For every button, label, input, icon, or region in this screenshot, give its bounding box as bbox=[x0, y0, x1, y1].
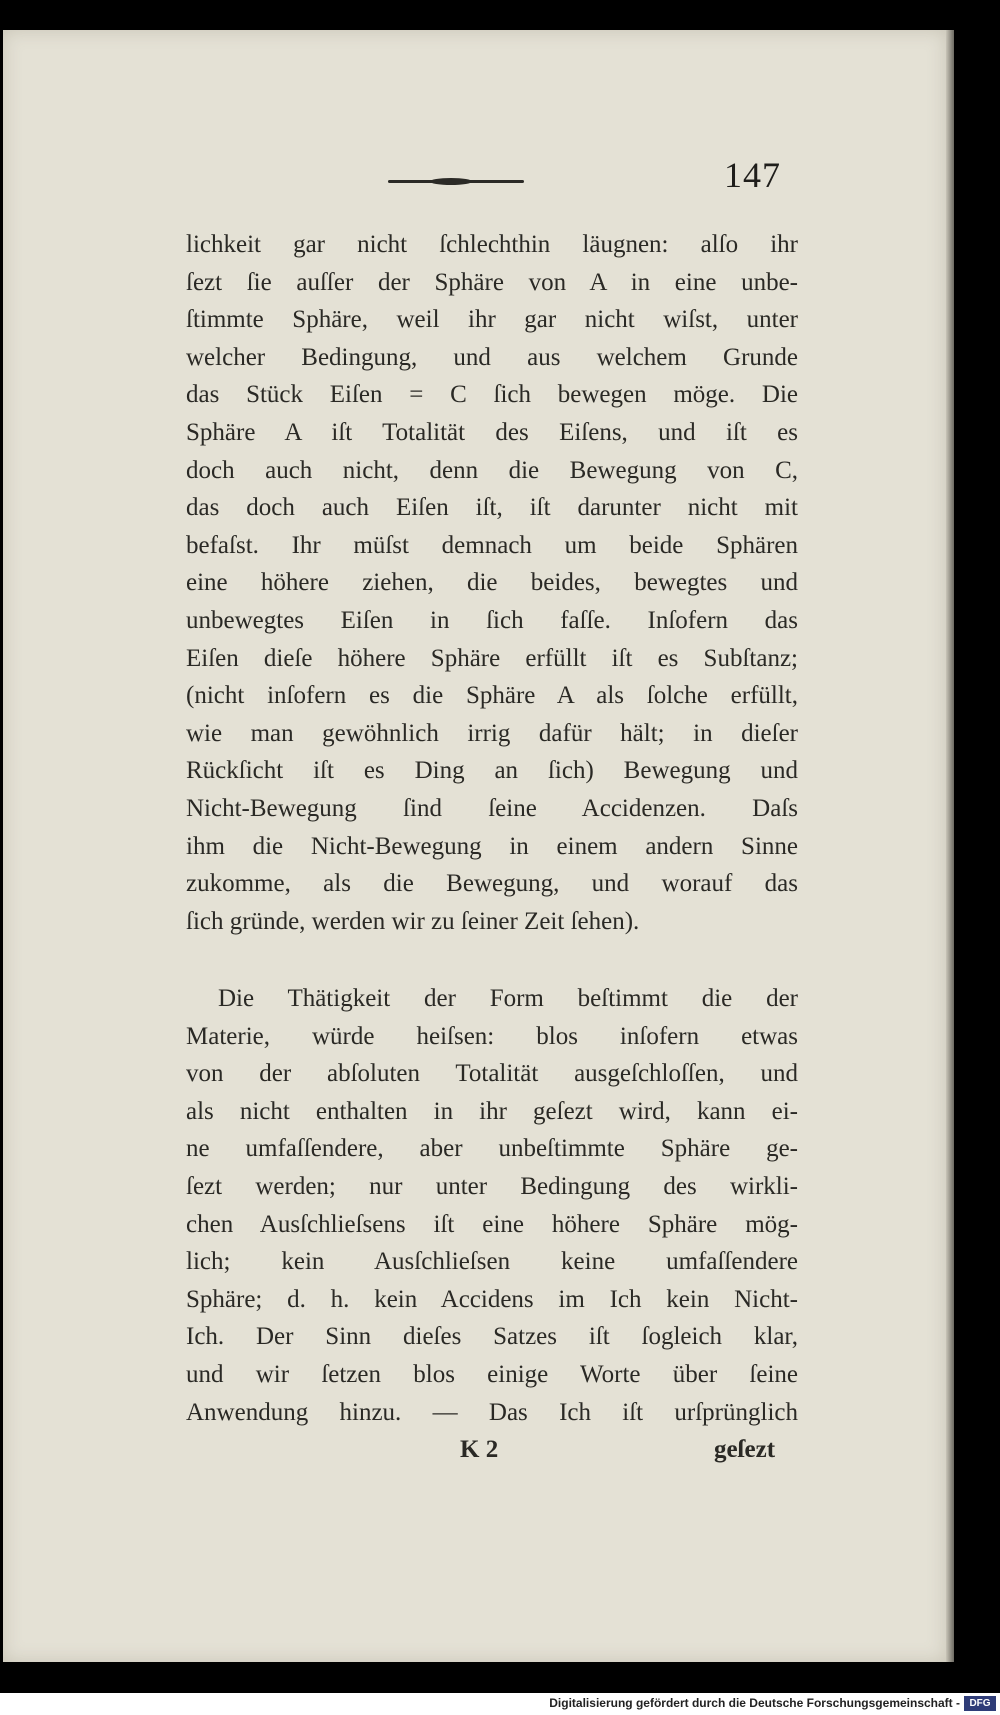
text-line: ſich gründe, werden wir zu ſeiner Zeit ſehen). bbox=[186, 907, 640, 935]
signature-mark: K 2 bbox=[460, 1436, 499, 1463]
text-line: ſezt ſie auſſer der Sphäre von A in eine unbe- bbox=[186, 268, 798, 296]
page-number: 147 bbox=[724, 155, 781, 195]
dfg-logo[interactable]: DFG bbox=[964, 1696, 996, 1711]
text-line: Materie, würde heiſsen: blos inſofern etwas bbox=[186, 1022, 798, 1050]
text-line: doch auch nicht, denn die Bewegung von C, bbox=[186, 456, 798, 484]
text-line: ne umfaſſendere, aber unbeſtimmte Sphäre ge- bbox=[186, 1135, 798, 1163]
text-line: das doch auch Eiſen iſt, iſt darunter nicht mit bbox=[186, 494, 798, 522]
text-line: Sphäre; d. h. kein Accidens im Ich kein Nicht- bbox=[186, 1285, 798, 1313]
header-ornament-rule bbox=[388, 180, 524, 183]
text-line: ſezt werden; nur unter Bedingung des wirkli- bbox=[186, 1172, 798, 1200]
text-line: Nicht-Bewegung ſind ſeine Accidenzen. Daſs bbox=[186, 794, 798, 822]
text-line: wie man gewöhnlich irrig dafür hält; in dieſer bbox=[186, 719, 798, 747]
text-line: und wir ſetzen blos einige Worte über ſeine bbox=[186, 1360, 798, 1388]
text-line: Anwendung hinzu. — Das Ich iſt urſprünglich bbox=[186, 1398, 798, 1426]
text-line: ſtimmte Sphäre, weil ihr gar nicht wiſst, unter bbox=[186, 306, 798, 334]
paragraph-2 bbox=[186, 980, 798, 1431]
text-line: welcher Bedingung, und aus welchem Grunde bbox=[186, 343, 798, 371]
credit-bar bbox=[0, 1693, 1000, 1715]
text-line: lich; kein Ausſchlieſsen keine umfaſſendere bbox=[186, 1248, 798, 1276]
text-line: von der abſoluten Totalität ausgeſchloſſen, und bbox=[186, 1060, 798, 1088]
text-line: eine höhere ziehen, die beides, bewegtes und bbox=[186, 569, 798, 597]
catchword: geſezt bbox=[714, 1436, 776, 1463]
page-edge bbox=[946, 30, 954, 1662]
text-line: lichkeit gar nicht ſchlechthin läugnen: alſo ihr bbox=[186, 231, 798, 258]
text-line: unbewegtes Eiſen in ſich faſſe. Inſofern das bbox=[186, 606, 798, 634]
text-line: ihm die Nicht-Bewegung in einem andern Sinne bbox=[186, 832, 798, 860]
text-line: Ich. Der Sinn dieſes Satzes iſt ſogleich klar, bbox=[186, 1323, 798, 1351]
text-line: als nicht enthalten in ihr geſezt wird, kann ei- bbox=[186, 1097, 798, 1125]
text-line: Sphäre A iſt Totalität des Eiſens, und iſt es bbox=[186, 418, 798, 446]
credit-text: Digitalisierung gefördert durch die Deutsche Forschungsgemeinschaft - bbox=[549, 1696, 960, 1710]
text-line: zukomme, als die Bewegung, und worauf das bbox=[186, 870, 798, 898]
text-line: das Stück Eiſen = C ſich bewegen möge. Die bbox=[186, 381, 798, 409]
text-line: Die Thätigkeit der Form beſtimmt die der bbox=[218, 985, 798, 1012]
text-line: Rückſicht iſt es Ding an ſich) Bewegung und bbox=[186, 757, 798, 785]
text-line: befaſst. Ihr müſst demnach um beide Sphären bbox=[186, 531, 798, 559]
text-line: chen Ausſchlieſsens iſt eine höhere Sphäre mög- bbox=[186, 1210, 798, 1238]
text-line: (nicht inſofern es die Sphäre A als ſolche erfüllt, bbox=[186, 682, 798, 710]
paragraph-1 bbox=[186, 226, 798, 940]
text-line: Eiſen dieſe höhere Sphäre erfüllt iſt es Subſtanz; bbox=[186, 644, 798, 672]
